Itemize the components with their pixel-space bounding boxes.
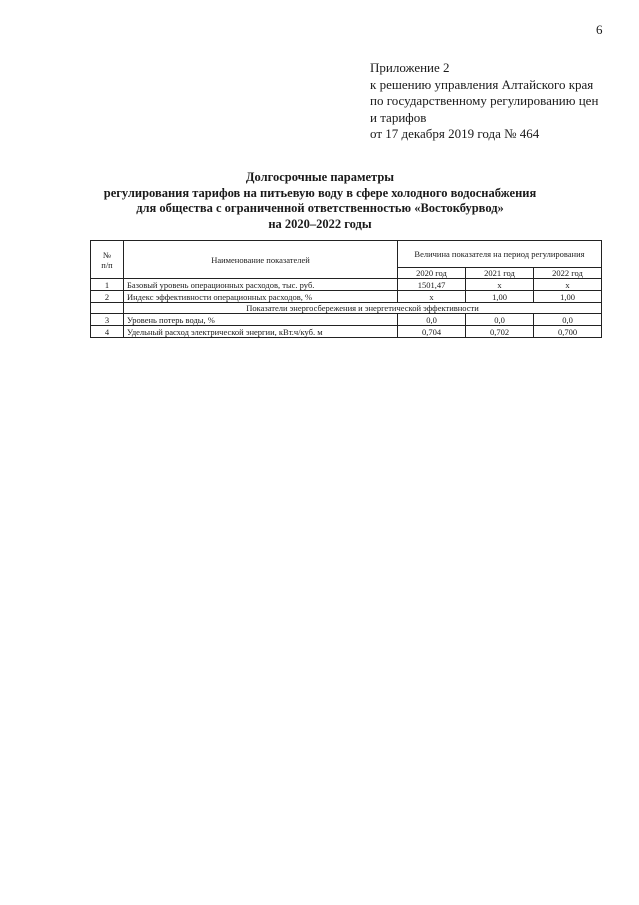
row-value: 0,702 (466, 326, 534, 338)
row-name: Базовый уровень операционных расходов, тыс. руб. (124, 279, 398, 291)
row-value: 0,0 (534, 314, 602, 326)
appendix-line: и тарифов (370, 109, 427, 125)
row-value: x (534, 279, 602, 291)
row-value: 0,0 (466, 314, 534, 326)
row-value: 0,700 (534, 326, 602, 338)
document-title (90, 170, 550, 232)
row-num: 4 (91, 326, 124, 338)
title-line: для общества с ограниченной ответственностью «Востокбурвод» (136, 201, 504, 215)
title-line: регулирования тарифов на питьевую воду в сфере холодного водоснабжения (103, 185, 537, 200)
row-value: 1501,47 (398, 279, 466, 291)
row-value: 0,704 (398, 326, 466, 338)
appendix-block (370, 60, 598, 143)
section-title: Показатели энергосбережения и энергетической эффективности (124, 303, 602, 314)
row-num: 1 (91, 279, 124, 291)
row-num: 3 (91, 314, 124, 326)
row-value: 1,00 (534, 291, 602, 303)
title-line: Долгосрочные параметры (245, 170, 395, 184)
row-name: Индекс эффективности операционных расходов, % (124, 291, 398, 303)
header-name: Наименование показателей (124, 241, 398, 279)
appendix-line: от 17 декабря 2019 года № 464 (370, 126, 540, 141)
table-row (91, 291, 602, 303)
row-name: Удельный расход электрической энергии, кВт.ч/куб. м (124, 326, 398, 338)
row-value: x (466, 279, 534, 291)
header-period: Величина показателя на период регулирования (398, 241, 602, 268)
header-num: № п/п (91, 241, 124, 279)
appendix-line: Приложение 2 (370, 60, 450, 75)
header-year: 2022 год (534, 268, 602, 279)
appendix-line: по государственному регулированию цен (370, 93, 599, 108)
table-row (91, 279, 602, 291)
parameters-table (90, 240, 602, 338)
row-name: Уровень потерь воды, % (124, 314, 398, 326)
section-row (91, 303, 602, 314)
row-num: 2 (91, 291, 124, 303)
page-number: 6 (596, 22, 603, 37)
section-num-cell (91, 303, 124, 314)
row-value: 0,0 (398, 314, 466, 326)
header-year: 2020 год (398, 268, 466, 279)
title-line: на 2020–2022 годы (268, 216, 372, 231)
table-row (91, 326, 602, 338)
table-row (91, 314, 602, 326)
row-value: x (398, 291, 466, 303)
header-year: 2021 год (466, 268, 534, 279)
appendix-line: к решению управления Алтайского края (370, 76, 594, 92)
row-value: 1,00 (466, 291, 534, 303)
